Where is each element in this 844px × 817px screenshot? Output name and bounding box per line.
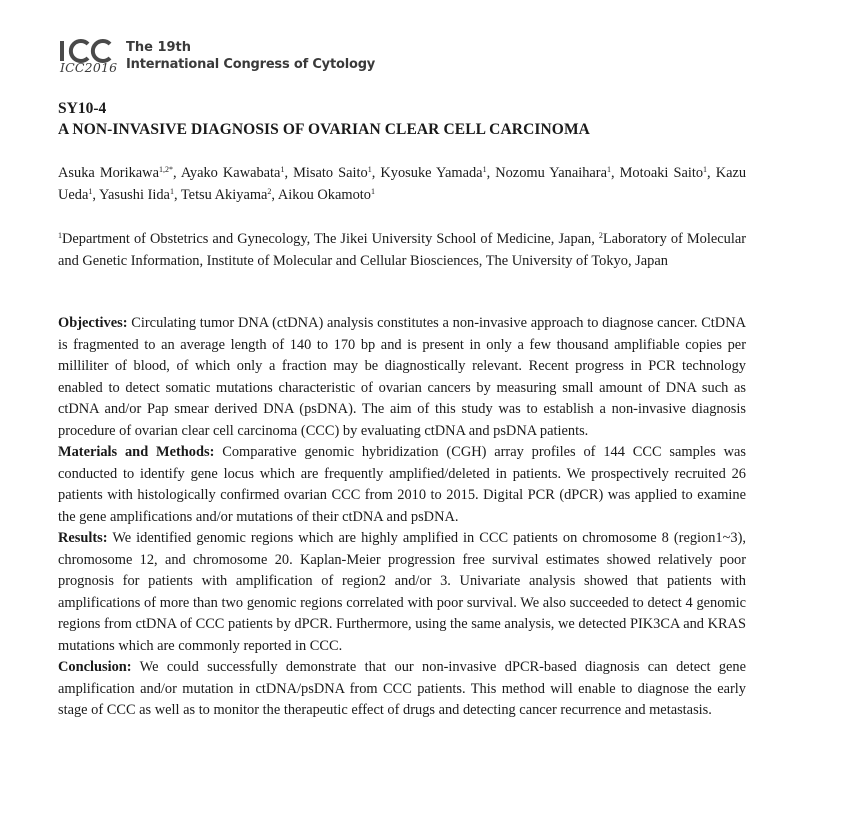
- affiliation-list: [58, 229, 746, 272]
- congress-logo: [58, 38, 378, 78]
- section-label: Objectives:: [58, 315, 128, 331]
- author: Kazu Ueda$^1$,: [58, 165, 747, 203]
- logo-title-line1: The 19th: [126, 40, 192, 55]
- author: Misato Saito$^1$,: [293, 165, 381, 181]
- affiliation: $^2$Laboratory of Molecular and Genetic Information, Institute of Molecular and Cellular Biosciences, The University of Tokyo, Japan: [58, 231, 746, 269]
- author: Aikou Okamoto$^1$: [277, 186, 375, 203]
- author-list: [58, 163, 746, 206]
- author: Motoaki Saito$^1$,: [619, 165, 716, 181]
- session-code: SY10-4: [58, 100, 107, 117]
- section-text: We identified genomic regions which are highly amplified in CCC patients on chromosome 8 (region1~3), chromosome 12, and chromosome 20. Kaplan-Meier progression free survival estimates showed relatively poor prognosis for patients with amplification of region2 and/or 3. Univariate analysis showed that patients with amplifications of more than two genomic regions correlated with poor survival. We also succeeded to detect 4 genomic regions from ctDNA of CCC patients by dPCR. Furthermore, using the same analysis, we detected PIK3CA and KRAS mutations which are commonly reported in CCC.: [58, 530, 746, 654]
- section-label: Conclusion:: [58, 659, 132, 675]
- author: Kyosuke Yamada$^1$,: [380, 165, 496, 181]
- author: Yasushi Iida$^1$,: [99, 186, 181, 203]
- logo-year: ICC2016: [60, 60, 118, 75]
- section-conclusion: [58, 657, 746, 722]
- section-text: Comparative genomic hybridization (CGH) array profiles of 144 CCC samples was conducted to identify gene locus which are frequently amplified/deleted in patients. We prospectively recruited 26 patients with histologically confirmed ovarian CCC from 2010 to 2015. Digital PCR (dPCR) was applied to examine the gene amplifications and/or mutations of their ctDNA and psDNA.: [58, 444, 746, 525]
- logo-title-line2: International Congress of Cytology: [126, 57, 376, 72]
- author: Ayako Kawabata$^1$,: [180, 165, 294, 181]
- affiliation: $^1$Department of Obstetrics and Gynecology, The Jikei University School of Medicine, Japan,: [58, 231, 599, 247]
- section-text: We could successfully demonstrate that our non-invasive dPCR-based diagnosis can detect gene amplification and/or mutation in ctDNA/psDNA from CCC patients. This method will enable to diagnose the early stage of CCC as well as to monitor the therapeutic effect of drugs and detecting cancer recurrence and metastasis.: [58, 659, 746, 718]
- section-text: Circulating tumor DNA (ctDNA) analysis constitutes a non-invasive approach to diagnose cancer. CtDNA is fragmented to an average length of 140 to 170 bp and is present in only a few thousand amplifiable copies per milliliter of blood, of which only a fraction may be diagnostically relevant. Recent progress in PCR technology enabled to detect somatic mutations characteristic of ovarian cancers by measuring small amount of DNA such as ctDNA and/or Pap smear derived DNA (psDNA). The aim of this study was to establish a non-invasive diagnosis procedure of ovarian clear cell carcinoma (CCC) by evaluating ctDNA and psDNA patients.: [58, 315, 746, 439]
- author: Nozomu Yanaihara$^1$,: [495, 165, 620, 181]
- section-label: Results:: [58, 530, 108, 546]
- section-objectives: [58, 313, 746, 442]
- author: Tetsu Akiyama$^2$,: [180, 186, 278, 203]
- author: Asuka Morikawa$^{1,2*}$,: [58, 165, 181, 181]
- abstract-body: [58, 313, 746, 722]
- section-methods: [58, 442, 746, 528]
- section-results: [58, 528, 746, 657]
- abstract-title: A NON-INVASIVE DIAGNOSIS OF OVARIAN CLEAR CELL CARCINOMA: [58, 121, 590, 138]
- section-label: Materials and Methods:: [58, 444, 215, 460]
